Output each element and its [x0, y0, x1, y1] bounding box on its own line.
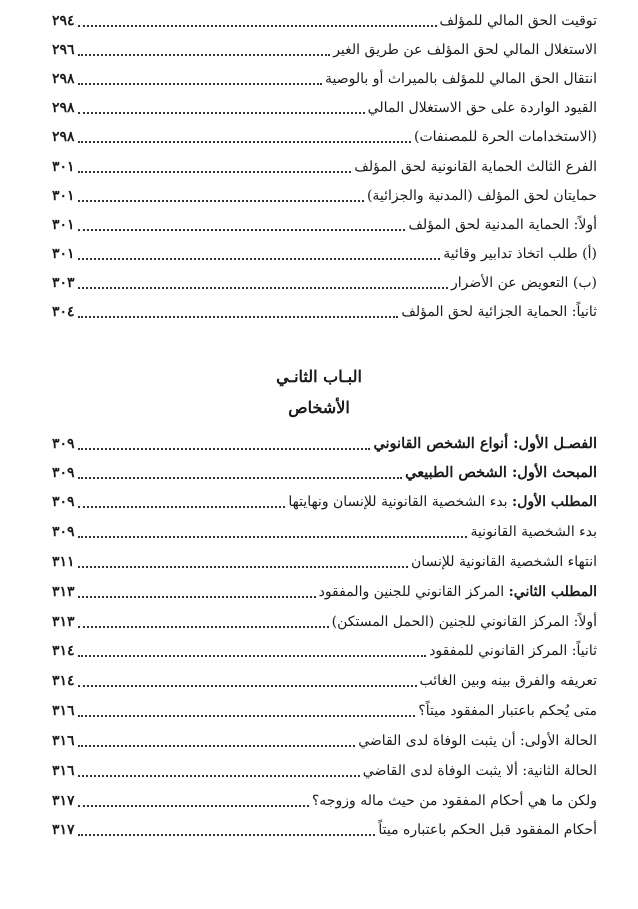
toc-leader-dots: [78, 229, 406, 231]
toc-leader-dots: [78, 54, 331, 56]
toc-entry: [52, 295, 597, 324]
toc-entry-title: الاستغلال المالي لحق المؤلف عن طريق الغير: [333, 42, 597, 58]
toc-page-number: ٣١٧: [52, 793, 75, 809]
toc-leader-dots: [78, 83, 322, 85]
toc-entry-title: (أ) طلب اتخاذ تدابير وقائية: [443, 246, 597, 262]
toc-leader-dots: [78, 536, 468, 538]
toc-leader-dots: [78, 685, 417, 687]
toc-leader-dots: [78, 566, 408, 568]
toc-entry: [52, 634, 597, 663]
toc-entry: [52, 33, 597, 62]
toc-leader-dots: [78, 200, 364, 202]
toc-entry-title: [288, 492, 597, 514]
toc-leader-dots: [78, 596, 316, 598]
toc-entry-title: [319, 582, 597, 604]
toc-page-number: ٣١٧: [52, 822, 75, 838]
toc-entry: [52, 150, 597, 179]
toc-entry: [52, 62, 597, 91]
toc-leader-dots: [78, 287, 448, 289]
toc-entry-title: ولكن ما هي أحكام المفقود من حيث ماله وزوجه؟: [311, 793, 597, 809]
toc-entry: [52, 237, 597, 266]
toc-entry: [52, 813, 597, 842]
toc-leader-dots: [78, 506, 286, 508]
toc-entry: [52, 515, 597, 544]
toc-entry: [52, 179, 597, 208]
toc-leader-dots: [78, 171, 352, 173]
toc-leader-dots: [78, 316, 399, 318]
toc-entry-title: الحالة الأولى: أن يثبت الوفاة لدى القاضي: [358, 733, 597, 749]
toc-entry: [52, 485, 597, 514]
part-subtitle: الأشخاص: [288, 398, 350, 417]
toc-entry: [52, 208, 597, 237]
toc-page-number: ٢٩٨: [52, 129, 75, 145]
toc-page-number: ٣١٤: [52, 643, 75, 659]
toc-entry-title: أولاً: المركز القانوني للجنين (الحمل المستكن): [331, 614, 597, 630]
toc-entry-title: ثانياً: الحماية الجزائية لحق المؤلف: [401, 304, 597, 320]
toc-leader-dots: [78, 25, 437, 27]
toc-entry: [52, 605, 597, 634]
toc-entry: [52, 120, 597, 149]
toc-entry-title: متى يُحكم باعتبار المفقود ميتاً؟: [418, 703, 597, 719]
toc-entry: [52, 575, 597, 604]
toc-entry: [52, 664, 597, 693]
toc-entry-title: أحكام المفقود قبل الحكم باعتباره ميتاً: [378, 822, 597, 838]
toc-entry: [52, 427, 597, 456]
toc-page-number: ٣٠٩: [52, 524, 75, 540]
toc-page-number: ٢٩٤: [52, 13, 75, 29]
toc-page-number: ٣٠٩: [52, 465, 75, 481]
toc-leader-dots: [78, 448, 371, 450]
toc-entry: [52, 456, 597, 485]
toc-leader-dots: [78, 834, 376, 836]
toc-entry-title: أولاً: الحماية المدنية لحق المؤلف: [408, 217, 597, 233]
toc-page-number: ٢٩٨: [52, 100, 75, 116]
toc-page-number: ٣١٦: [52, 733, 75, 749]
toc-entry: [52, 784, 597, 813]
toc-entry-title-text: بدء الشخصية القانونية للإنسان ونهايتها: [288, 494, 513, 510]
toc-page-number: ٣٠٤: [52, 304, 75, 320]
toc-page-number: ٣٠٩: [52, 494, 75, 510]
toc-page-number: ٣٠١: [52, 217, 75, 233]
toc-leader-dots: [78, 477, 403, 479]
toc-page-number: ٣١١: [52, 554, 75, 570]
toc-page-number: ٣٠٩: [52, 436, 75, 452]
toc-entry: [52, 266, 597, 295]
toc-leader-dots: [78, 775, 360, 777]
toc-entry-title: القيود الواردة على حق الاستغلال المالي: [367, 100, 597, 116]
toc-entry-title: (الاستخدامات الحرة للمصنفات): [413, 129, 597, 145]
toc-page-number: ٣١٦: [52, 763, 75, 779]
toc-entry-title: (ب) التعويض عن الأضرار: [450, 275, 597, 291]
toc-leader-dots: [78, 805, 309, 807]
toc-entry-title: تعريفه والفرق بينه وبين الغائب: [419, 673, 597, 689]
toc-page-number: ٣١٦: [52, 703, 75, 719]
toc-entry: [52, 754, 597, 783]
toc-entry-title: انتهاء الشخصية القانونية للإنسان: [410, 554, 597, 570]
toc-entry: [52, 4, 597, 33]
toc-entry: [52, 91, 597, 120]
toc-page-number: ٣٠٣: [52, 275, 75, 291]
toc-entry-title-text: المركز القانوني للجنين والمفقود: [318, 584, 509, 600]
toc-entry-title: حمايتان لحق المؤلف (المدنية والجزائية): [366, 188, 597, 204]
toc-entry: [52, 694, 597, 723]
toc-page-number: ٣٠١: [52, 188, 75, 204]
toc-leader-dots: [78, 112, 365, 114]
toc-page-number: ٣١٣: [52, 584, 75, 600]
part-title: البـاب الثانـي: [276, 367, 362, 386]
toc-page-number: ٢٩٦: [52, 42, 75, 58]
toc-entry-title: ثانياً: المركز القانوني للمفقود: [429, 643, 597, 659]
toc-page-number: ٣١٤: [52, 673, 75, 689]
toc-leader-dots: [78, 141, 411, 143]
toc-leader-dots: [78, 715, 416, 717]
toc-entry-title: الحالة الثانية: ألا يثبت الوفاة لدى القاضي: [362, 763, 597, 779]
toc-entry-title: توقيت الحق المالي للمؤلف: [439, 13, 597, 29]
toc-entry-title: بدء الشخصية القانونية: [470, 524, 597, 540]
toc-leader-dots: [78, 745, 356, 747]
toc-entry-title: الفرع الثالث الحماية القانونية لحق المؤلف: [354, 159, 597, 175]
toc-entry: [52, 545, 597, 574]
toc-entry-prefix: المطلب الأول:: [512, 494, 597, 510]
toc-page-number: ٣١٣: [52, 614, 75, 630]
toc-entry-title: انتقال الحق المالي للمؤلف بالميراث أو بالوصية: [324, 71, 597, 87]
toc-entry-prefix: المطلب الثاني:: [508, 584, 597, 600]
toc-leader-dots: [78, 626, 329, 628]
toc-entry-title: المبحث الأول: الشخص الطبيعي: [405, 464, 597, 481]
toc-leader-dots: [78, 655, 427, 657]
toc-page-number: ٣٠١: [52, 246, 75, 262]
toc-page-number: ٣٠١: [52, 159, 75, 175]
toc-page-number: ٢٩٨: [52, 71, 75, 87]
toc-entry: [52, 724, 597, 753]
toc-leader-dots: [78, 258, 441, 260]
toc-entry-title: الفصـل الأول: أنواع الشخص القانوني: [373, 435, 597, 452]
